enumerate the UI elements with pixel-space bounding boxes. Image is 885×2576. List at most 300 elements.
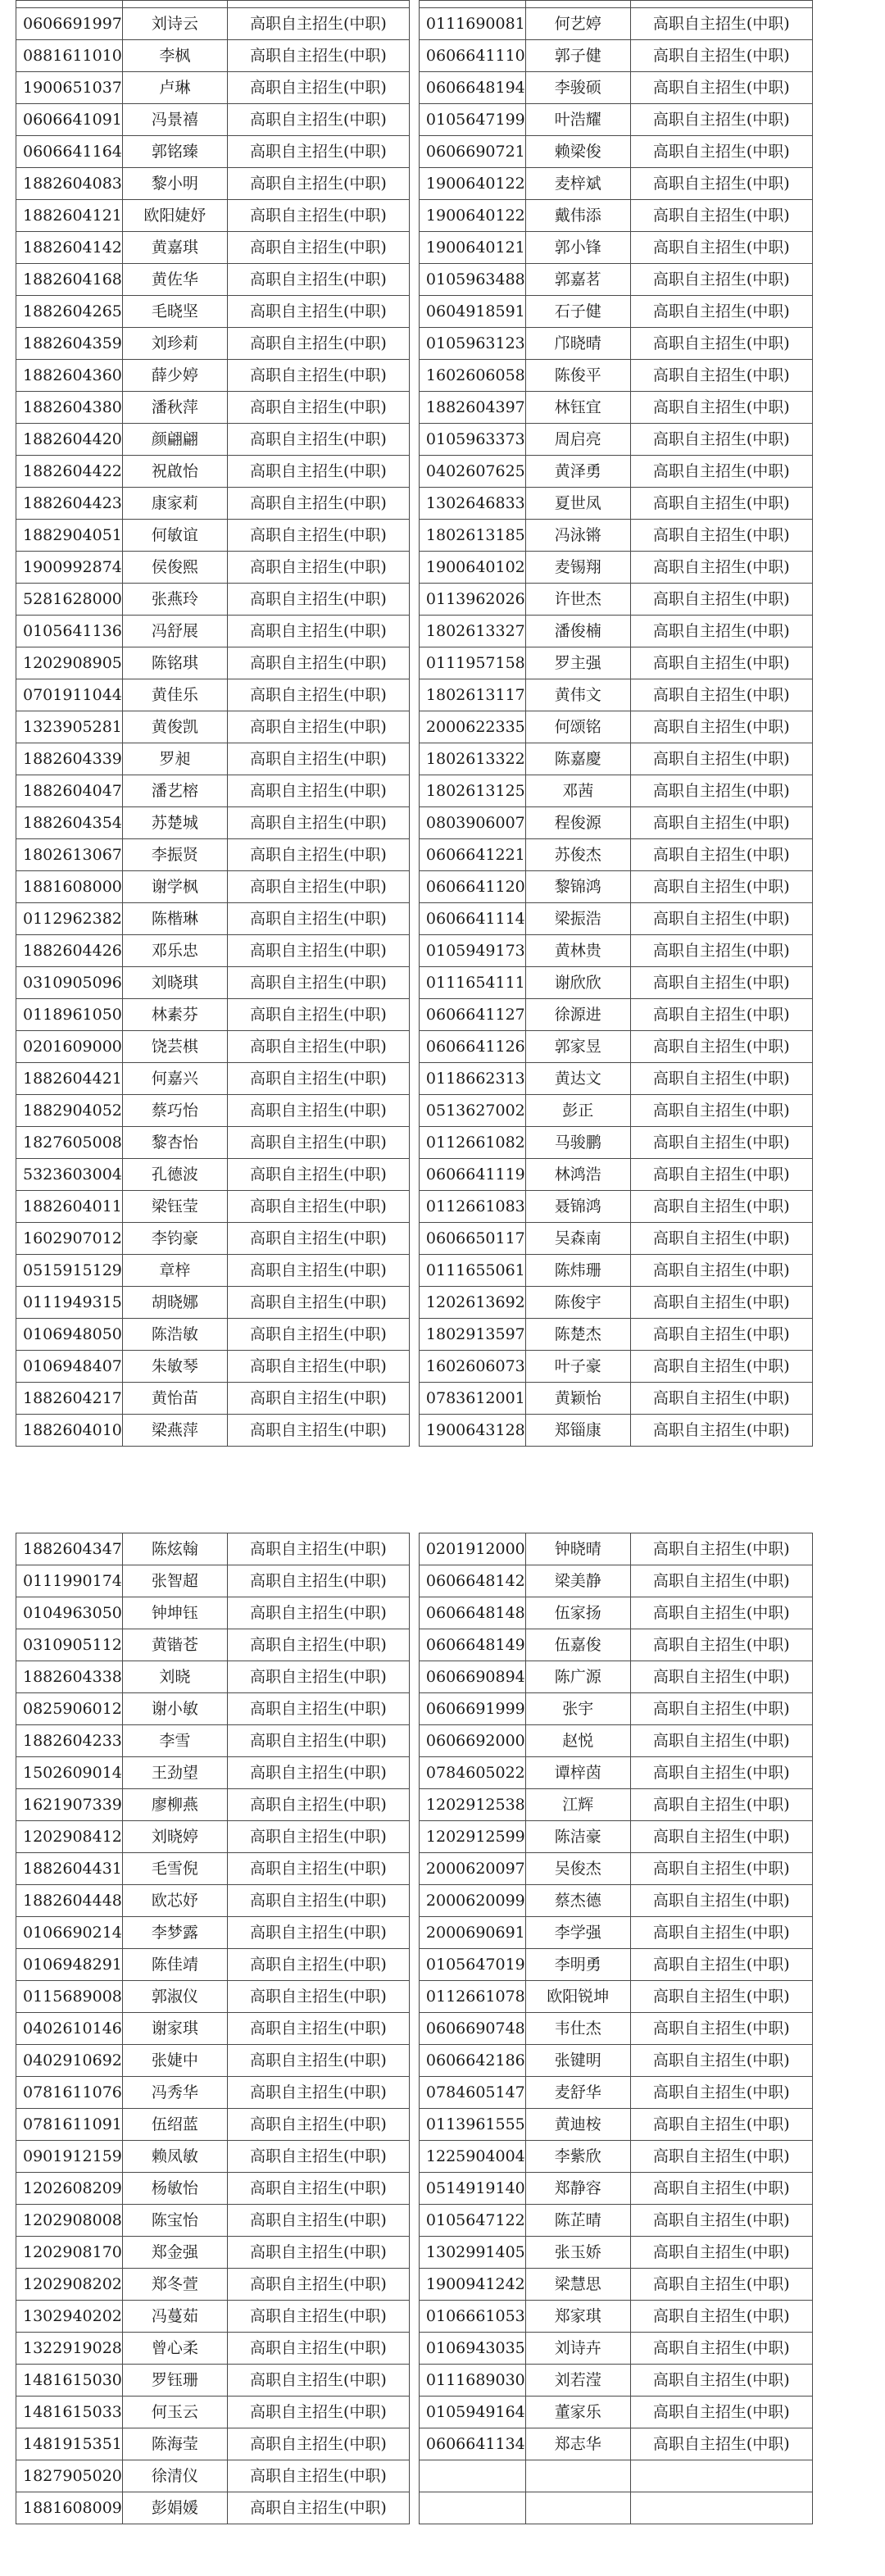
student-id-cell: 0118961050	[16, 999, 123, 1031]
student-id-cell: 1322919028	[16, 2333, 123, 2365]
student-id-cell: 0113961555	[419, 2109, 525, 2141]
admission-type-cell: 高职自主招生(中职)	[227, 1127, 409, 1159]
student-id-cell: 1881608009	[16, 2492, 123, 2524]
column-gap	[409, 424, 419, 456]
student-name-cell: 潘秋萍	[122, 392, 227, 424]
student-id-cell: 0105647199	[419, 104, 525, 136]
student-id-cell: 0111990174	[16, 1565, 123, 1597]
student-id-cell: 1900651037	[16, 72, 123, 104]
admission-type-cell: 高职自主招生(中职)	[227, 1095, 409, 1127]
admission-type-cell: 高职自主招生(中职)	[630, 2428, 812, 2460]
table-row	[16, 967, 813, 999]
student-name-cell: 郭淑仪	[122, 1981, 227, 2013]
admission-type-cell: 高职自主招生(中职)	[630, 1789, 812, 1821]
column-gap	[409, 1949, 419, 1981]
student-id-cell: 1302646833	[419, 488, 525, 520]
student-name-cell: 郑静容	[525, 2173, 630, 2205]
student-id-cell: 0881611010	[16, 40, 123, 72]
student-name-cell: 李雪	[122, 1725, 227, 1757]
table-row	[16, 871, 813, 903]
column-gap	[409, 647, 419, 679]
student-name-cell: 徐清仪	[122, 2460, 227, 2492]
admission-type-cell: 高职自主招生(中职)	[227, 1629, 409, 1661]
student-name-cell: 李枫	[122, 40, 227, 72]
table-row	[16, 1287, 813, 1319]
student-id-cell: 0606648148	[419, 1597, 525, 1629]
table-row	[16, 1885, 813, 1917]
student-name-cell: 郭嘉茗	[525, 264, 630, 296]
student-name-cell: 张键明	[525, 2045, 630, 2077]
column-gap	[409, 2205, 419, 2237]
student-name-cell: 彭正	[525, 1095, 630, 1127]
admission-type-cell: 高职自主招生(中职)	[630, 2205, 812, 2237]
admission-type-cell: 高职自主招生(中职)	[630, 104, 812, 136]
admission-table-top	[16, 0, 813, 1447]
admission-type-cell: 高职自主招生(中职)	[227, 935, 409, 967]
student-name-cell: 曾心柔	[122, 2333, 227, 2365]
admission-type-cell: 高职自主招生(中职)	[630, 1383, 812, 1415]
student-name-cell: 苏俊杰	[525, 839, 630, 871]
student-name-cell: 黎锦鸿	[525, 871, 630, 903]
admission-type-cell: 高职自主招生(中职)	[630, 8, 812, 40]
admission-type-cell: 高职自主招生(中职)	[630, 1565, 812, 1597]
admission-type-cell: 高职自主招生(中职)	[630, 1415, 812, 1447]
table-row	[16, 552, 813, 584]
column-gap	[409, 2173, 419, 2205]
student-id-cell: 1602907012	[16, 1223, 123, 1255]
student-name-cell: 陈炫翰	[122, 1533, 227, 1565]
student-name-cell: 麦锡翔	[525, 552, 630, 584]
admission-type-cell: 高职自主招生(中职)	[630, 935, 812, 967]
student-name-cell: 麦梓斌	[525, 168, 630, 200]
admission-type-cell: 高职自主招生(中职)	[630, 2173, 812, 2205]
student-name-cell: 张婕中	[122, 2045, 227, 2077]
table-row	[16, 2301, 813, 2333]
student-id-cell: 0111957158	[419, 647, 525, 679]
student-id-cell: 0106948407	[16, 1351, 123, 1383]
admission-type-cell: 高职自主招生(中职)	[630, 168, 812, 200]
column-gap	[409, 2492, 419, 2524]
student-name-cell: 冯舒展	[122, 616, 227, 647]
student-id-cell: 1882604217	[16, 1383, 123, 1415]
admission-type-cell: 高职自主招生(中职)	[227, 2109, 409, 2141]
admission-type-cell: 高职自主招生(中职)	[630, 2077, 812, 2109]
student-id-cell: 1481615030	[16, 2365, 123, 2397]
student-id-cell: 0606641110	[419, 40, 525, 72]
column-gap	[409, 871, 419, 903]
student-id-cell: 1882604360	[16, 360, 123, 392]
column-gap	[409, 999, 419, 1031]
student-name-cell: 潘艺榕	[122, 775, 227, 807]
column-gap	[409, 935, 419, 967]
admission-type-cell: 高职自主招生(中职)	[630, 2397, 812, 2428]
student-name-cell: 毛雪倪	[122, 1853, 227, 1885]
student-id-cell: 1882604423	[16, 488, 123, 520]
student-id-cell	[419, 2492, 525, 2524]
student-id-cell: 0105963123	[419, 328, 525, 360]
student-name-cell: 章梓	[122, 1255, 227, 1287]
table-row	[16, 1383, 813, 1415]
student-name-cell: 郭子健	[525, 40, 630, 72]
admission-type-cell: 高职自主招生(中职)	[630, 903, 812, 935]
column-gap	[409, 1629, 419, 1661]
student-name-cell: 欧阳锐坤	[525, 1981, 630, 2013]
student-id-cell: 1202613692	[419, 1287, 525, 1319]
student-name-cell: 赵悦	[525, 1725, 630, 1757]
column-gap	[409, 1853, 419, 1885]
student-id-cell: 0606641221	[419, 839, 525, 871]
table-row	[16, 392, 813, 424]
student-id-cell: 1202608209	[16, 2173, 123, 2205]
student-id-cell: 0112661082	[419, 1127, 525, 1159]
student-name-cell: 梁美静	[525, 1565, 630, 1597]
student-name-cell: 黄达文	[525, 1063, 630, 1095]
admission-type-cell: 高职自主招生(中职)	[227, 2077, 409, 2109]
admission-type-cell: 高职自主招生(中职)	[630, 2301, 812, 2333]
student-name-cell: 周启亮	[525, 424, 630, 456]
table-row	[16, 1565, 813, 1597]
student-id-cell: 0201609000	[16, 1031, 123, 1063]
student-name-cell: 李紫欣	[525, 2141, 630, 2173]
student-id-cell: 0105963373	[419, 424, 525, 456]
student-name-cell: 许世杰	[525, 584, 630, 616]
admission-type-cell: 高职自主招生(中职)	[630, 200, 812, 232]
admission-type-cell: 高职自主招生(中职)	[227, 1981, 409, 2013]
admission-type-cell: 高职自主招生(中职)	[227, 1031, 409, 1063]
column-gap	[409, 1885, 419, 1917]
column-gap	[409, 392, 419, 424]
table-row	[16, 1319, 813, 1351]
student-id-cell: 0825906012	[16, 1693, 123, 1725]
table-row	[16, 1949, 813, 1981]
student-id-cell	[16, 1, 123, 8]
admission-type-cell: 高职自主招生(中职)	[630, 392, 812, 424]
table-row	[16, 1821, 813, 1853]
admission-type-cell: 高职自主招生(中职)	[630, 807, 812, 839]
student-id-cell: 0604918591	[419, 296, 525, 328]
admission-type-cell: 高职自主招生(中职)	[227, 711, 409, 743]
student-id-cell: 1802613327	[419, 616, 525, 647]
student-name-cell: 徐源进	[525, 999, 630, 1031]
student-name-cell: 伍嘉俊	[525, 1629, 630, 1661]
column-gap	[409, 2397, 419, 2428]
student-id-cell: 0514919140	[419, 2173, 525, 2205]
admission-type-cell: 高职自主招生(中职)	[630, 1757, 812, 1789]
student-name-cell: 邓茜	[525, 775, 630, 807]
admission-type-cell: 高职自主招生(中职)	[630, 552, 812, 584]
admission-type-cell: 高职自主招生(中职)	[227, 72, 409, 104]
student-name-cell: 罗主强	[525, 647, 630, 679]
student-id-cell: 2000622335	[419, 711, 525, 743]
table-row	[16, 136, 813, 168]
student-name-cell: 邝晓晴	[525, 328, 630, 360]
column-gap	[409, 264, 419, 296]
student-name-cell: 陈宝怡	[122, 2205, 227, 2237]
student-id-cell: 2000690691	[419, 1917, 525, 1949]
student-id-cell: 0901912159	[16, 2141, 123, 2173]
admission-type-cell: 高职自主招生(中职)	[227, 999, 409, 1031]
student-name-cell: 吴森南	[525, 1223, 630, 1255]
student-id-cell: 0112661078	[419, 1981, 525, 2013]
student-id-cell: 1802613117	[419, 679, 525, 711]
table-row	[16, 2365, 813, 2397]
table-row	[16, 1191, 813, 1223]
table-row	[16, 1533, 813, 1565]
table-row	[16, 2077, 813, 2109]
student-id-cell: 1882604422	[16, 456, 123, 488]
admission-type-cell: 高职自主招生(中职)	[227, 1533, 409, 1565]
student-id-cell: 1900643128	[419, 1415, 525, 1447]
column-gap	[409, 2141, 419, 2173]
admission-type-cell: 高职自主招生(中职)	[630, 1629, 812, 1661]
table-row	[16, 1597, 813, 1629]
student-name-cell: 颜翩翩	[122, 424, 227, 456]
admission-type-cell: 高职自主招生(中职)	[630, 1255, 812, 1287]
student-id-cell: 1882604142	[16, 232, 123, 264]
student-id-cell: 0606641091	[16, 104, 123, 136]
student-id-cell: 0606642186	[419, 2045, 525, 2077]
student-name-cell: 何嘉兴	[122, 1063, 227, 1095]
student-id-cell	[419, 1, 525, 8]
column-gap	[409, 1095, 419, 1127]
column-gap	[409, 1127, 419, 1159]
admission-type-cell: 高职自主招生(中职)	[630, 1095, 812, 1127]
student-name-cell: 林鸿浩	[525, 1159, 630, 1191]
admission-type-cell: 高职自主招生(中职)	[630, 1191, 812, 1223]
student-id-cell: 0784605022	[419, 1757, 525, 1789]
admission-type-cell: 高职自主招生(中职)	[227, 616, 409, 647]
table-row	[16, 584, 813, 616]
student-id-cell: 0310905112	[16, 1629, 123, 1661]
student-id-cell: 0111689030	[419, 2365, 525, 2397]
student-name-cell: 陈海莹	[122, 2428, 227, 2460]
table-row	[16, 2237, 813, 2269]
student-id-cell: 0105949173	[419, 935, 525, 967]
admission-type-cell: 高职自主招生(中职)	[630, 999, 812, 1031]
table-row	[16, 1351, 813, 1383]
student-id-cell: 0606641127	[419, 999, 525, 1031]
table-row	[16, 520, 813, 552]
admission-table-top-body	[16, 1, 813, 1447]
table-row	[16, 1693, 813, 1725]
student-id-cell: 0201912000	[419, 1533, 525, 1565]
student-name-cell: 李明勇	[525, 1949, 630, 1981]
student-id-cell: 0113962026	[419, 584, 525, 616]
table-row	[16, 1, 813, 8]
admission-type-cell: 高职自主招生(中职)	[227, 520, 409, 552]
student-id-cell: 1802613322	[419, 743, 525, 775]
admission-type-cell: 高职自主招生(中职)	[227, 967, 409, 999]
admission-type-cell: 高职自主招生(中职)	[227, 1725, 409, 1757]
student-id-cell: 1900941242	[419, 2269, 525, 2301]
column-gap	[409, 2077, 419, 2109]
column-gap	[409, 1821, 419, 1853]
student-name-cell: 何颂铭	[525, 711, 630, 743]
admission-type-cell: 高职自主招生(中职)	[630, 1351, 812, 1383]
admission-type-cell: 高职自主招生(中职)	[227, 679, 409, 711]
column-gap	[409, 1415, 419, 1447]
student-name-cell: 冯秀华	[122, 2077, 227, 2109]
student-name-cell: 郭小锋	[525, 232, 630, 264]
student-name-cell	[525, 2492, 630, 2524]
column-gap	[409, 136, 419, 168]
admission-type-cell: 高职自主招生(中职)	[227, 424, 409, 456]
admission-type-cell: 高职自主招生(中职)	[630, 775, 812, 807]
admission-type-cell: 高职自主招生(中职)	[630, 2109, 812, 2141]
student-id-cell: 0606648194	[419, 72, 525, 104]
student-id-cell: 1827605008	[16, 1127, 123, 1159]
student-name-cell: 薛少婷	[122, 360, 227, 392]
student-id-cell: 0606690894	[419, 1661, 525, 1693]
student-id-cell: 0105647122	[419, 2205, 525, 2237]
student-id-cell: 0111654111	[419, 967, 525, 999]
student-id-cell: 2000620099	[419, 1885, 525, 1917]
student-name-cell: 谢小敏	[122, 1693, 227, 1725]
admission-type-cell: 高职自主招生(中职)	[227, 903, 409, 935]
admission-type-cell: 高职自主招生(中职)	[630, 2045, 812, 2077]
student-name-cell: 李骏硕	[525, 72, 630, 104]
column-gap	[409, 1789, 419, 1821]
student-name-cell: 冯景禧	[122, 104, 227, 136]
admission-type-cell: 高职自主招生(中职)	[630, 967, 812, 999]
student-name-cell: 蔡杰德	[525, 1885, 630, 1917]
table-row	[16, 2428, 813, 2460]
student-id-cell: 1621907339	[16, 1789, 123, 1821]
student-id-cell: 1882604168	[16, 264, 123, 296]
admission-type-cell: 高职自主招生(中职)	[227, 1191, 409, 1223]
table-row	[16, 1063, 813, 1095]
admission-type-cell: 高职自主招生(中职)	[227, 1789, 409, 1821]
table-row	[16, 1031, 813, 1063]
student-name-cell: 伍绍蓝	[122, 2109, 227, 2141]
table-row	[16, 2173, 813, 2205]
admission-type-cell: 高职自主招生(中职)	[630, 40, 812, 72]
admission-type-cell: 高职自主招生(中职)	[227, 488, 409, 520]
admission-type-cell: 高职自主招生(中职)	[630, 360, 812, 392]
student-name-cell: 郑锱康	[525, 1415, 630, 1447]
student-id-cell: 1802913597	[419, 1319, 525, 1351]
admission-type-cell: 高职自主招生(中职)	[630, 711, 812, 743]
column-gap	[409, 456, 419, 488]
admission-type-cell: 高职自主招生(中职)	[227, 839, 409, 871]
student-name-cell: 张燕玲	[122, 584, 227, 616]
column-gap	[409, 328, 419, 360]
student-id-cell: 0106661053	[419, 2301, 525, 2333]
student-name-cell: 黄佐华	[122, 264, 227, 296]
admission-type-cell: 高职自主招生(中职)	[227, 2333, 409, 2365]
student-name-cell: 陈芷晴	[525, 2205, 630, 2237]
student-id-cell: 5323603004	[16, 1159, 123, 1191]
table-row	[16, 2460, 813, 2492]
student-id-cell: 0606641120	[419, 871, 525, 903]
admission-type-cell: 高职自主招生(中职)	[227, 232, 409, 264]
student-id-cell: 0106690214	[16, 1917, 123, 1949]
student-name-cell: 梁燕萍	[122, 1415, 227, 1447]
student-name-cell: 蔡巧怡	[122, 1095, 227, 1127]
student-name-cell: 李学强	[525, 1917, 630, 1949]
student-id-cell: 0402607625	[419, 456, 525, 488]
admission-type-cell: 高职自主招生(中职)	[630, 679, 812, 711]
student-name-cell: 赖梁俊	[525, 136, 630, 168]
student-name-cell: 何敏谊	[122, 520, 227, 552]
column-gap	[409, 2013, 419, 2045]
student-name-cell: 苏楚城	[122, 807, 227, 839]
student-name-cell: 钟晓晴	[525, 1533, 630, 1565]
student-id-cell: 0606690721	[419, 136, 525, 168]
student-id-cell: 1882604426	[16, 935, 123, 967]
column-gap	[409, 1351, 419, 1383]
column-gap	[409, 1255, 419, 1287]
student-name-cell: 刘诗卉	[525, 2333, 630, 2365]
column-gap	[409, 1383, 419, 1415]
student-id-cell: 0606641114	[419, 903, 525, 935]
admission-type-cell: 高职自主招生(中职)	[227, 2269, 409, 2301]
table-row	[16, 2205, 813, 2237]
admission-type-cell: 高职自主招生(中职)	[630, 72, 812, 104]
table-row	[16, 679, 813, 711]
column-gap	[409, 168, 419, 200]
table-row	[16, 1415, 813, 1447]
admission-type-cell: 高职自主招生(中职)	[227, 2428, 409, 2460]
column-gap	[409, 1757, 419, 1789]
admission-type-cell: 高职自主招生(中职)	[227, 264, 409, 296]
table-row	[16, 1917, 813, 1949]
student-name-cell: 郑家琪	[525, 2301, 630, 2333]
student-name-cell: 黄佳乐	[122, 679, 227, 711]
student-id-cell: 0106948050	[16, 1319, 123, 1351]
student-id-cell: 0606648149	[419, 1629, 525, 1661]
admission-type-cell	[630, 2460, 812, 2492]
column-gap	[409, 1223, 419, 1255]
student-id-cell: 0118662313	[419, 1063, 525, 1095]
student-id-cell: 1882904051	[16, 520, 123, 552]
student-id-cell: 0105641136	[16, 616, 123, 647]
student-name-cell: 张玉娇	[525, 2237, 630, 2269]
admission-type-cell: 高职自主招生(中职)	[630, 743, 812, 775]
table-row	[16, 1255, 813, 1287]
admission-type-cell: 高职自主招生(中职)	[630, 264, 812, 296]
admission-type-cell	[227, 1, 409, 8]
admission-type-cell: 高职自主招生(中职)	[630, 2013, 812, 2045]
table-row	[16, 1095, 813, 1127]
student-name-cell: 谢欣欣	[525, 967, 630, 999]
student-name-cell: 谢学枫	[122, 871, 227, 903]
student-id-cell: 1882604359	[16, 328, 123, 360]
column-gap	[409, 2109, 419, 2141]
student-id-cell: 0105949164	[419, 2397, 525, 2428]
student-name-cell: 毛晓坚	[122, 296, 227, 328]
student-id-cell: 0606641119	[419, 1159, 525, 1191]
admission-type-cell: 高职自主招生(中职)	[630, 2333, 812, 2365]
student-id-cell: 0606650117	[419, 1223, 525, 1255]
admission-type-cell: 高职自主招生(中职)	[630, 1661, 812, 1693]
table-row	[16, 456, 813, 488]
student-id-cell: 1302991405	[419, 2237, 525, 2269]
student-name-cell: 郭家昱	[525, 1031, 630, 1063]
student-name-cell: 何玉云	[122, 2397, 227, 2428]
column-gap	[409, 2045, 419, 2077]
admission-type-cell: 高职自主招生(中职)	[630, 1319, 812, 1351]
column-gap	[409, 1287, 419, 1319]
table-row	[16, 1757, 813, 1789]
student-id-cell: 1202908905	[16, 647, 123, 679]
table-row	[16, 839, 813, 871]
table-row	[16, 296, 813, 328]
table-row	[16, 1981, 813, 2013]
admission-type-cell: 高职自主招生(中职)	[227, 584, 409, 616]
column-gap	[409, 1693, 419, 1725]
admission-table-bottom	[16, 1533, 813, 2524]
